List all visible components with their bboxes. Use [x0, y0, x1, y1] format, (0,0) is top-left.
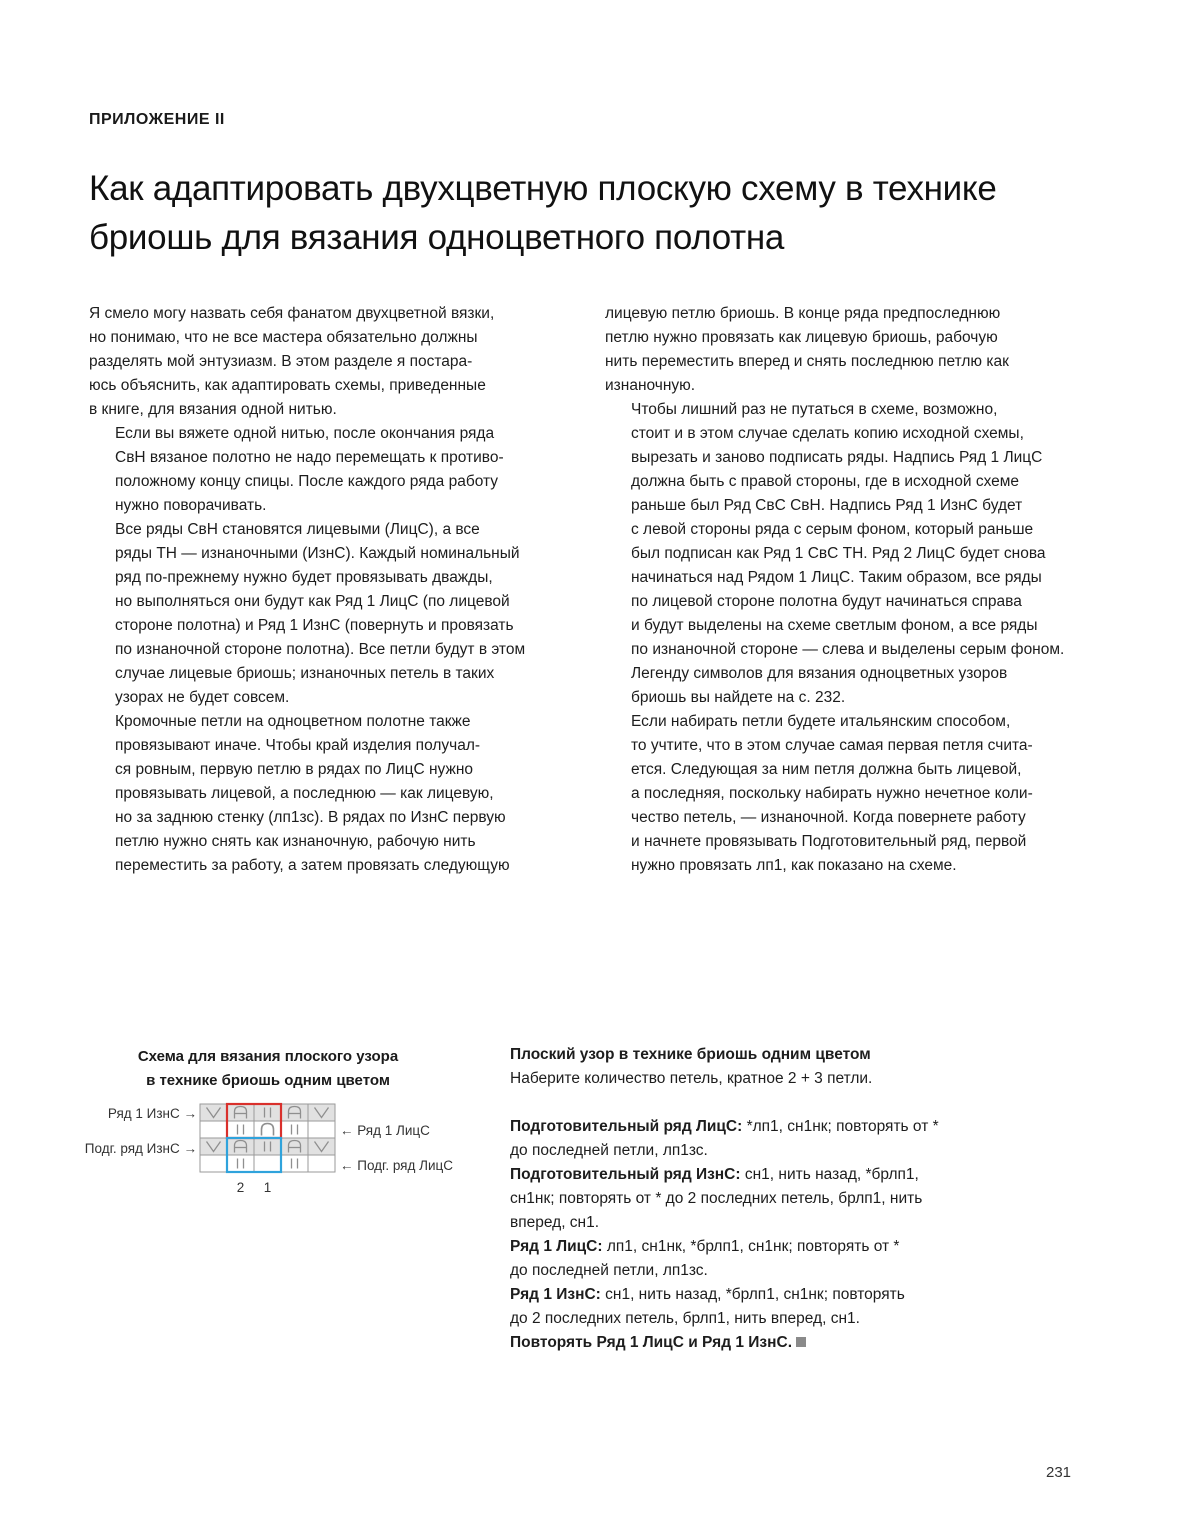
chart-cell: [308, 1121, 335, 1138]
row-label-row1-ws: Ряд 1 ИзнС →: [107, 1106, 197, 1121]
text-line: переместить за работу, а затем провязать следующую: [115, 857, 510, 874]
text-line: ряды ТН — изнаночными (ИзнС). Каждый номинальный: [115, 545, 520, 562]
chart-cell: [308, 1155, 335, 1172]
text-line: должна быть с правой стороны, где в исходной схеме: [631, 473, 1020, 490]
text-line: Все ряды СвН становятся лицевыми (ЛицС), а все: [115, 521, 480, 538]
text-line: с левой стороны ряда с серым фоном, который раньше: [631, 521, 1034, 538]
text-line: и будут выделены на схеме светлым фоном, а все ряды: [631, 617, 1038, 634]
column-number: 1: [263, 1180, 272, 1195]
row-label: Подготовительный ряд ИзнС:: [510, 1166, 741, 1183]
chart-cell: [227, 1121, 254, 1138]
text-line: ся ровным, первую петлю в рядах по ЛицС нужно: [115, 761, 473, 778]
repeat-instruction: Повторять Ряд 1 ЛицС и Ряд 1 ИзнС.: [510, 1331, 1070, 1355]
pattern-instructions: [510, 1043, 1070, 1355]
end-mark-icon: [796, 1337, 806, 1347]
text-line: случае лицевые бриошь; изнаночных петель в таких: [115, 665, 495, 682]
title-line: бриошь для вязания одноцветного полотна: [89, 218, 785, 257]
caption-line: в технике бриошь одним цветом: [146, 1072, 390, 1089]
text-line: провязывать лицевой, а последнюю — как лицевую,: [115, 785, 494, 802]
knitting-chart-svg: [60, 1100, 480, 1200]
paragraph: [89, 422, 565, 518]
text-line: узорах не будет совсем.: [115, 689, 290, 706]
text-line: а последняя, поскольку набирать нужно нечетное коли-: [631, 785, 1033, 802]
text-line: нить переместить вперед и снять последнюю петлю как: [605, 353, 1009, 370]
text-line: юсь объяснить, как адаптировать схемы, приведенные: [89, 377, 486, 394]
text-line: СвН вязаное полотно не надо перемещать к противо-: [115, 449, 504, 466]
text-line: стоит и в этом случае сделать копию исходной схемы,: [631, 425, 1024, 442]
row-label-prep-ws: Подг. ряд ИзнС →: [84, 1141, 197, 1156]
row-label-row1-rs: ← Ряд 1 ЛицС: [340, 1123, 430, 1138]
text-line: но выполняться они будут как Ряд 1 ЛицС (по лицевой: [115, 593, 510, 610]
paragraph: [89, 302, 565, 422]
paragraph: [89, 518, 565, 710]
text-line: Если набирать петли будете итальянским способом,: [631, 713, 1011, 730]
prep-rs-row: Подготовительный ряд ЛицС: *лп1, сн1нк; повторять от * до последней петли, лп1зс.: [510, 1118, 939, 1159]
pattern-heading: Плоский узор в технике бриошь одним цветом: [510, 1046, 871, 1063]
text-line: по лицевой стороне полотна будут начинаться справа: [631, 593, 1022, 610]
text-line: по изнаночной стороне — слева и выделены серым фоном.: [631, 641, 1065, 658]
text-line: провязывают иначе. Чтобы край изделия получал-: [115, 737, 481, 754]
prep-ws-row: Подготовительный ряд ИзнС: сн1, нить назад, *брлп1, сн1нк; повторять от * до 2 последних петель, брлп1, нить вперед, сн1.: [510, 1166, 923, 1231]
text-line: Я смело могу назвать себя фанатом двухцветной вязки,: [89, 305, 495, 322]
chart-cell: [200, 1155, 227, 1172]
chart-cell: [281, 1121, 308, 1138]
text-line: был подписан как Ряд 1 СвС ТН. Ряд 2 ЛицС будет снова: [631, 545, 1046, 562]
knitting-chart: [60, 1100, 480, 1205]
text-line: Если вы вяжете одной нитью, после окончания ряда: [115, 425, 495, 442]
page-number: 231: [1046, 1464, 1072, 1481]
paragraph: [605, 710, 1081, 878]
text-line: по изнаночной стороне полотна). Все петли будут в этом: [115, 641, 526, 658]
row-label: Ряд 1 ИзнС:: [510, 1286, 601, 1303]
row-label: Ряд 1 ЛицС:: [510, 1238, 603, 1255]
text-line: чество петель, — изнаночной. Когда повернете работу: [631, 809, 1026, 826]
text-line: раньше был Ряд СвС СвН. Надпись Ряд 1 ИзнС будет: [631, 497, 1023, 514]
text-line: лицевую петлю бриошь. В конце ряда предпоследнюю: [605, 305, 1001, 322]
text-line: но понимаю, что не все мастера обязательно должны: [89, 329, 478, 346]
right-column: [605, 302, 1081, 878]
row-label-prep-rs: ← Подг. ряд ЛицС: [340, 1158, 453, 1173]
text-line: то учтите, что в этом случае самая первая петля счита-: [631, 737, 1033, 754]
chart-caption: [90, 1045, 446, 1093]
cast-on-text: Наберите количество петель, кратное 2 + 3 петли.: [510, 1070, 873, 1087]
text-line: но за заднюю стенку (лп1зс). В рядах по ИзнС первую: [115, 809, 506, 826]
text-line: Кромочные петли на одноцветном полотне также: [115, 713, 471, 730]
text-line: нужно провязать лп1, как показано на схеме.: [631, 857, 957, 874]
chart-cell: [254, 1138, 281, 1155]
title-line: Как адаптировать двухцветную плоскую схему в технике: [89, 169, 997, 208]
chart-cell: [254, 1155, 281, 1172]
text-line: изнаночную.: [605, 377, 696, 394]
text-line: петлю нужно провязать как лицевую бриошь, рабочую: [605, 329, 998, 346]
text-line: петлю нужно снять как изнаночную, рабочую нить: [115, 833, 476, 850]
text-line: и начнете провязывать Подготовительный ряд, первой: [631, 833, 1027, 850]
text-line: разделять мой энтузиазм. В этом разделе я постара-: [89, 353, 473, 370]
paragraph: [605, 398, 1081, 662]
chart-cell: [200, 1121, 227, 1138]
chart-cell: [227, 1155, 254, 1172]
chart-cell: [254, 1104, 281, 1121]
chart-cell: [281, 1155, 308, 1172]
text-line: вырезать и заново подписать ряды. Надпись Ряд 1 ЛицС: [631, 449, 1043, 466]
text-line: положному концу спицы. После каждого ряда работу: [115, 473, 499, 490]
section-label: ПРИЛОЖЕНИЕ II: [89, 111, 225, 128]
text-line: нужно поворачивать.: [115, 497, 267, 514]
text-line: в книге, для вязания одной нитью.: [89, 401, 337, 418]
paragraph: [605, 662, 1081, 710]
row1-ws-row: Ряд 1 ИзнС: сн1, нить назад, *брлп1, сн1нк; повторять до 2 последних петель, брлп1, нить вперед, сн1.: [510, 1286, 905, 1327]
paragraph: [605, 302, 1081, 398]
text-line: Чтобы лишний раз не путаться в схеме, возможно,: [631, 401, 998, 418]
text-line: стороне полотна) и Ряд 1 ИзнС (повернуть и провязать: [115, 617, 514, 634]
row-label: Подготовительный ряд ЛицС:: [510, 1118, 743, 1135]
row1-rs-row: Ряд 1 ЛицС: лп1, сн1нк, *брлп1, сн1нк; повторять от * до последней петли, лп1зс.: [510, 1238, 900, 1279]
paragraph: [89, 710, 565, 878]
left-column: [89, 302, 565, 878]
text-line: бриошь вы найдете на с. 232.: [631, 689, 846, 706]
caption-line: Схема для вязания плоского узора: [137, 1048, 399, 1065]
text-line: начинаться над Рядом 1 ЛицС. Таким образом, все ряды: [631, 569, 1042, 586]
page-title: [89, 164, 1089, 262]
text-line: ется. Следующая за ним петля должна быть лицевой,: [631, 761, 1022, 778]
column-number: 2: [236, 1180, 245, 1195]
text-line: ряд по-прежнему нужно будет провязывать дважды,: [115, 569, 493, 586]
text-line: Легенду символов для вязания одноцветных узоров: [631, 665, 1008, 682]
